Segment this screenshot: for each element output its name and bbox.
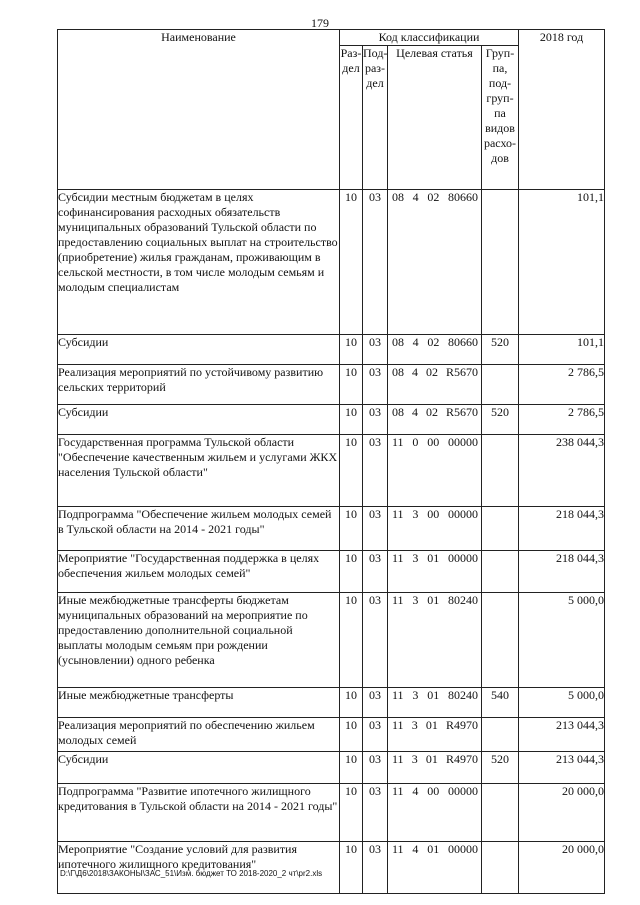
- target-event: 01: [425, 718, 438, 732]
- row-target: [388, 752, 482, 784]
- header-group: Груп-па, под-груп-па видов расхо-дов: [482, 46, 519, 190]
- target-direction: 80240: [448, 593, 478, 607]
- row-name: Иные межбюджетные трансферты: [58, 688, 340, 718]
- header-target: Целевая статья: [388, 46, 482, 190]
- row-group: [482, 842, 519, 894]
- target-program: 11: [392, 752, 404, 766]
- row-amount: 20 000,0: [519, 842, 605, 894]
- row-amount: 218 044,3: [519, 507, 605, 551]
- row-name: Субсидии: [58, 752, 340, 784]
- row-name: Государственная программа Тульской области "Обеспечение качественным жильем и услугами ЖКХ населения Тульской области": [58, 435, 340, 507]
- row-podrazdel: 03: [363, 190, 388, 335]
- table-row: [58, 718, 605, 752]
- row-target: [388, 842, 482, 894]
- header-podrazdel: Под-раз-дел: [363, 46, 388, 190]
- row-amount: 238 044,3: [519, 435, 605, 507]
- row-target: [388, 365, 482, 405]
- target-direction: 00000: [448, 842, 478, 856]
- target-direction: R5670: [445, 405, 478, 419]
- target-event: 02: [425, 365, 438, 379]
- target-event: 01: [425, 752, 438, 766]
- row-amount: 101,1: [519, 335, 605, 365]
- row-amount: 20 000,0: [519, 784, 605, 842]
- target-subprogram: 4: [412, 784, 419, 798]
- row-amount: 101,1: [519, 190, 605, 335]
- row-podrazdel: 03: [363, 507, 388, 551]
- row-amount: 213 044,3: [519, 718, 605, 752]
- table-row: [58, 365, 605, 405]
- row-podrazdel: 03: [363, 593, 388, 688]
- table-row: [58, 405, 605, 435]
- row-podrazdel: 03: [363, 688, 388, 718]
- row-podrazdel: 03: [363, 365, 388, 405]
- row-target: [388, 405, 482, 435]
- row-target: [388, 507, 482, 551]
- target-subprogram: 3: [412, 593, 419, 607]
- row-razdel: 10: [340, 435, 363, 507]
- row-razdel: 10: [340, 593, 363, 688]
- table-row: [58, 435, 605, 507]
- target-subprogram: 3: [412, 507, 419, 521]
- row-name: Подпрограмма "Развитие ипотечного жилищного кредитования в Тульской области на 2014 - 2021 годы": [58, 784, 340, 842]
- row-name: Мероприятие "Государственная поддержка в целях обеспечения жильем молодых семей": [58, 551, 340, 593]
- row-group: 540: [482, 688, 519, 718]
- target-direction: R5670: [445, 365, 478, 379]
- row-group: [482, 551, 519, 593]
- target-subprogram: 3: [411, 718, 418, 732]
- row-amount: 2 786,5: [519, 405, 605, 435]
- row-amount: 213 044,3: [519, 752, 605, 784]
- target-subprogram: 4: [412, 842, 419, 856]
- target-subprogram: 4: [411, 365, 418, 379]
- target-program: 11: [392, 842, 404, 856]
- target-direction: 00000: [448, 507, 478, 521]
- row-name: Подпрограмма "Обеспечение жильем молодых семей в Тульской области на 2014 - 2021 годы": [58, 507, 340, 551]
- table-body: [58, 190, 605, 894]
- row-razdel: 10: [340, 335, 363, 365]
- header-name: Наименование: [58, 30, 340, 190]
- target-event: 00: [427, 507, 440, 521]
- row-podrazdel: 03: [363, 718, 388, 752]
- target-direction: 80240: [448, 688, 478, 702]
- target-subprogram: 4: [412, 335, 419, 349]
- table-row: [58, 335, 605, 365]
- row-razdel: 10: [340, 752, 363, 784]
- row-group: 520: [482, 752, 519, 784]
- target-program: 08: [392, 405, 404, 419]
- row-target: [388, 718, 482, 752]
- row-target: [388, 551, 482, 593]
- row-amount: 2 786,5: [519, 365, 605, 405]
- row-podrazdel: 03: [363, 551, 388, 593]
- row-target: [388, 190, 482, 335]
- target-subprogram: 3: [412, 688, 419, 702]
- header-code: Код классификации: [340, 30, 519, 46]
- target-direction: 00000: [448, 784, 478, 798]
- target-subprogram: 3: [412, 551, 419, 565]
- target-subprogram: 3: [411, 752, 418, 766]
- target-event: 01: [427, 688, 440, 702]
- target-program: 08: [392, 190, 404, 204]
- row-group: 520: [482, 335, 519, 365]
- row-razdel: 10: [340, 507, 363, 551]
- table-row: [58, 551, 605, 593]
- row-target: [388, 688, 482, 718]
- row-group: 520: [482, 405, 519, 435]
- target-event: 01: [427, 551, 440, 565]
- row-group: [482, 784, 519, 842]
- target-event: 00: [427, 435, 440, 449]
- target-direction: 80660: [447, 190, 478, 204]
- target-program: 11: [392, 688, 404, 702]
- row-group: [482, 718, 519, 752]
- row-name: Мероприятие "Создание условий для развития ипотечного жилищного кредитования": [58, 842, 340, 894]
- target-program: 08: [392, 335, 404, 349]
- file-path-footer: D:\Г\Д6\2018\ЗАКОНЫ\ЗАС_51\Изм. бюджет ТО 2018-2020_2 чт\pr2.xls: [60, 869, 323, 878]
- row-razdel: 10: [340, 190, 363, 335]
- target-direction: 00000: [448, 435, 478, 449]
- row-podrazdel: 03: [363, 842, 388, 894]
- target-event: 00: [427, 784, 440, 798]
- row-amount: 5 000,0: [519, 593, 605, 688]
- target-program: 11: [392, 507, 404, 521]
- table-row: [58, 190, 605, 335]
- target-program: 11: [392, 551, 404, 565]
- target-direction: R4970: [445, 718, 478, 732]
- target-event: 01: [427, 842, 440, 856]
- row-target: [388, 784, 482, 842]
- target-program: 11: [392, 718, 404, 732]
- table-row: [58, 593, 605, 688]
- row-group: [482, 593, 519, 688]
- row-razdel: 10: [340, 784, 363, 842]
- row-razdel: 10: [340, 688, 363, 718]
- row-name: Реализация мероприятий по обеспечению жильем молодых семей: [58, 718, 340, 752]
- table-row: [58, 752, 605, 784]
- target-subprogram: 4: [411, 405, 418, 419]
- header-year: 2018 год: [519, 30, 605, 190]
- header-razdel: Раз-дел: [340, 46, 363, 190]
- target-program: 11: [392, 784, 404, 798]
- target-program: 08: [392, 365, 404, 379]
- target-event: 02: [427, 335, 440, 349]
- row-name: Субсидии: [58, 335, 340, 365]
- row-target: [388, 593, 482, 688]
- target-program: 11: [392, 435, 404, 449]
- row-target: [388, 435, 482, 507]
- row-razdel: 10: [340, 551, 363, 593]
- row-podrazdel: 03: [363, 784, 388, 842]
- row-group: [482, 507, 519, 551]
- row-razdel: 10: [340, 365, 363, 405]
- row-podrazdel: 03: [363, 752, 388, 784]
- target-subprogram: 4: [412, 190, 419, 204]
- row-name: Иные межбюджетные трансферты бюджетам муниципальных образований на мероприятие по предоставлению дополнительной социальной выплаты молодым семьям при рождении (усыновлении) одного ребенка: [58, 593, 340, 688]
- table-row: [58, 507, 605, 551]
- row-razdel: 10: [340, 842, 363, 894]
- target-program: 11: [392, 593, 404, 607]
- target-direction: R4970: [445, 752, 478, 766]
- row-podrazdel: 03: [363, 435, 388, 507]
- table-row: [58, 842, 605, 894]
- row-razdel: 10: [340, 718, 363, 752]
- row-name: Субсидии: [58, 405, 340, 435]
- target-direction: 00000: [448, 551, 478, 565]
- row-name: Реализация мероприятий по устойчивому развитию сельских территорий: [58, 365, 340, 405]
- target-event: 02: [427, 190, 440, 204]
- row-podrazdel: 03: [363, 405, 388, 435]
- table-row: [58, 688, 605, 718]
- row-amount: 218 044,3: [519, 551, 605, 593]
- row-group: [482, 190, 519, 335]
- row-group: [482, 365, 519, 405]
- row-podrazdel: 03: [363, 335, 388, 365]
- target-subprogram: 0: [412, 435, 419, 449]
- table-row: [58, 784, 605, 842]
- target-event: 01: [427, 593, 440, 607]
- page-number: 179: [311, 16, 329, 30]
- target-direction: 80660: [447, 335, 478, 349]
- row-target: [388, 335, 482, 365]
- target-event: 02: [425, 405, 438, 419]
- row-group: [482, 435, 519, 507]
- row-name: Субсидии местным бюджетам в целях софинансирования расходных обязательств муниципальных образований Тульской области по предоставлению социальных выплат на строительство (приобретение) жилья гражданам, проживающим в сельской местности, в том числе молодым семьям и молодым специалистам: [58, 190, 340, 335]
- budget-table: [57, 29, 605, 894]
- row-razdel: 10: [340, 405, 363, 435]
- row-amount: 5 000,0: [519, 688, 605, 718]
